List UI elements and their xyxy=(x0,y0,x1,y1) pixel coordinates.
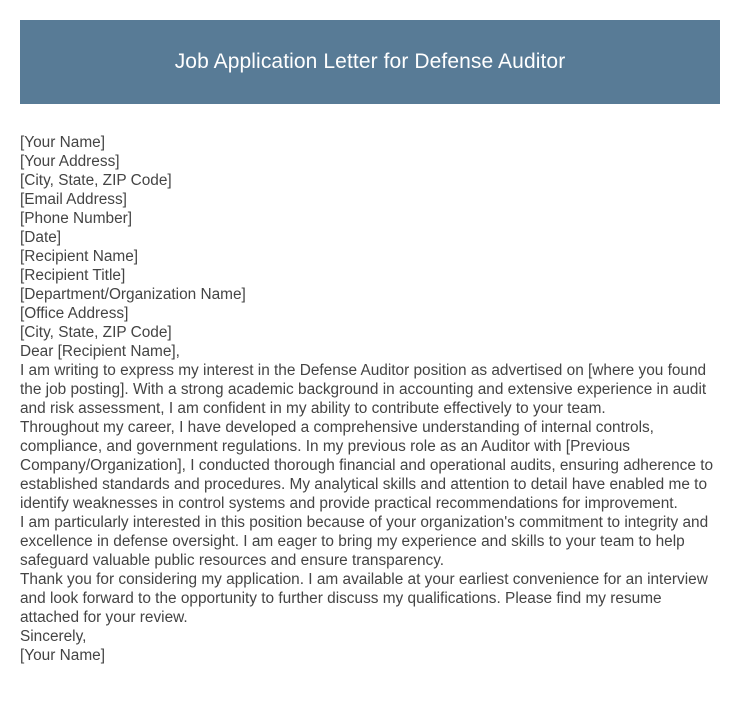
recipient-department: [Department/Organization Name] xyxy=(20,286,246,303)
recipient-address: [Office Address] xyxy=(20,305,129,322)
signature: [Your Name] xyxy=(20,647,105,664)
sender-name: [Your Name] xyxy=(20,134,105,151)
sender-city: [City, State, ZIP Code] xyxy=(20,172,172,189)
letter-date: [Date] xyxy=(20,229,62,246)
sender-email: [Email Address] xyxy=(20,191,127,208)
sender-phone: [Phone Number] xyxy=(20,210,133,227)
recipient-title: [Recipient Title] xyxy=(20,267,126,284)
paragraph-interest: I am particularly interested in this position because of your organization's commitment to integrity and excellence in defense oversight. I am eager to bring my experience and skills to your team to help safeguard valuable public resources and ensure transparency. xyxy=(20,514,709,569)
recipient-name: [Recipient Name] xyxy=(20,248,139,265)
letter-body xyxy=(20,133,720,665)
sender-address: [Your Address] xyxy=(20,153,120,170)
recipient-city: [City, State, ZIP Code] xyxy=(20,324,172,341)
closing: Sincerely, xyxy=(20,628,87,645)
paragraph-thanks: Thank you for considering my application. I am available at your earliest convenience for an interview and look forward to the opportunity to further discuss my qualifications. Please find my resume attached for your review. xyxy=(20,571,708,626)
page-title: Job Application Letter for Defense Auditor xyxy=(174,50,566,73)
header-bar xyxy=(20,20,720,104)
paragraph-experience: Throughout my career, I have developed a comprehensive understanding of internal controls, compliance, and government regulations. In my previous role as an Auditor with [Previous Company/Organization], I conducted thorough financial and operational audits, ensuring adherence to established standards and procedures. My analytical skills and attention to detail have enabled me to identify weaknesses in control systems and provide practical recommendations for improvement. xyxy=(20,419,714,512)
salutation: Dear [Recipient Name], xyxy=(20,343,180,360)
paragraph-intro: I am writing to express my interest in the Defense Auditor position as advertised on [where you found the job posting]. With a strong academic background in accounting and extensive experience in audit and risk assessment, I am confident in my ability to contribute effectively to your team. xyxy=(20,362,707,417)
